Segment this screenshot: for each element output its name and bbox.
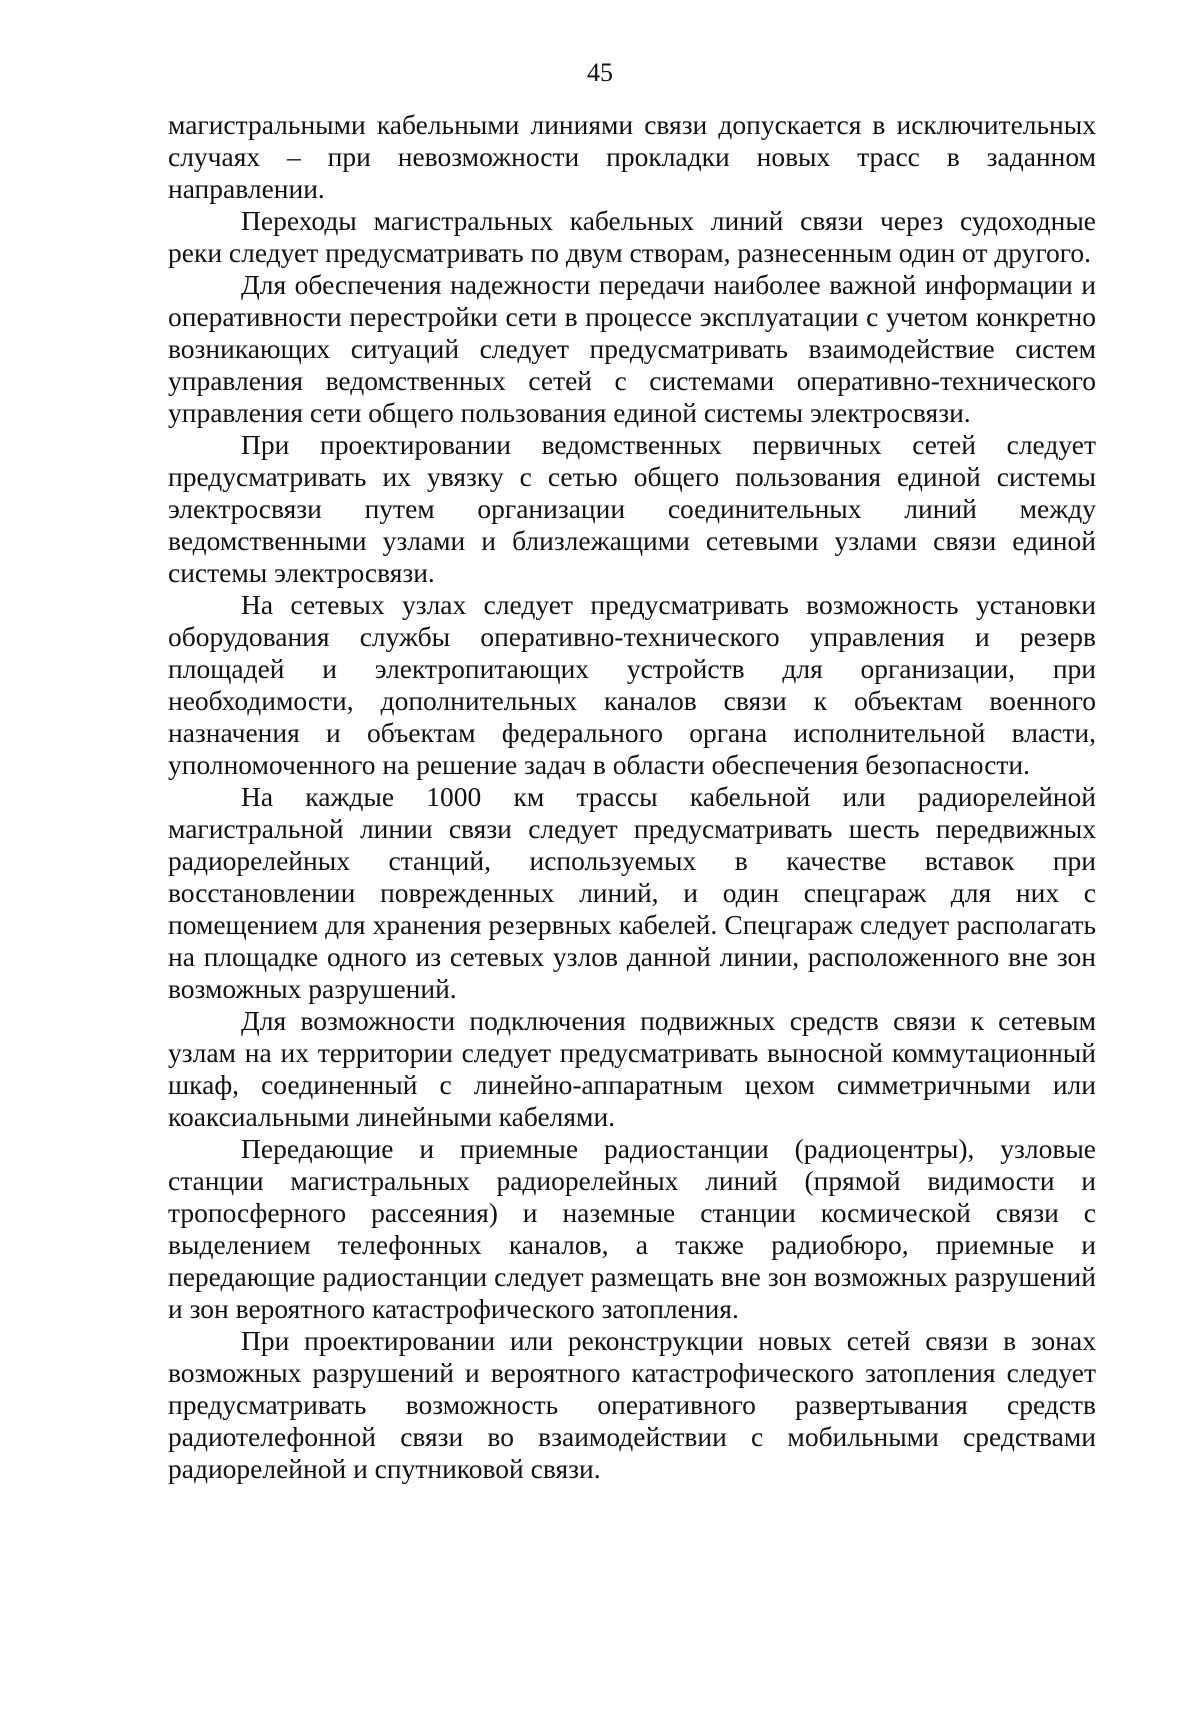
paragraph-reliability: Для обеспечения надежности передачи наиболее важной информации и оперативности перестройки сети в процессе эксплуатации с учетом конкретно возникающих ситуаций следует предусматривать взаимодействие систем управления ведомственных сетей с системами оперативно-технического управления сети общего пользования единой системы электросвязи.: [168, 269, 1096, 428]
paragraph-radio-relay-stations: На каждые 1000 км трассы кабельной или радиорелейной магистральной линии связи следует предусматривать шесть передвижных радиорелейных станций, используемых в качестве вставок при восстановлении поврежденных линий, и один спецгараж для них с помещением для хранения резервных кабелей. Спецгараж следует располагать на площадке одного из сетевых узлов данной линии, расположенного вне зон возможных разрушений.: [168, 781, 1096, 1004]
paragraph-departmental-networks: При проектировании ведомственных первичных сетей следует предусматривать их увязку с сетью общего пользования единой системы электросвязи путем организации соединительных линий между ведомственными узлами и близлежащими сетевыми узлами связи единой системы электросвязи.: [168, 429, 1096, 588]
paragraph-continuation: магистральными кабельными линиями связи допускается в исключительных случаях – при невозможности прокладки новых трасс в заданном направлении.: [168, 109, 1096, 204]
paragraph-river-crossings: Переходы магистральных кабельных линий связи через судоходные реки следует предусматривать по двум створам, разнесенным один от другого.: [168, 205, 1096, 268]
document-body: [168, 109, 1096, 1485]
page-number: 45: [587, 58, 613, 87]
paragraph-network-nodes: На сетевых узлах следует предусматривать возможность установки оборудования службы оперативно-технического управления и резерв площадей и электропитающих устройств для организации, при необходимости, дополнительных каналов связи к объектам военного назначения и объектам федерального органа исполнительной власти, уполномоченного на решение задач в области обеспечения безопасности.: [168, 589, 1096, 780]
paragraph-radio-stations-placement: Передающие и приемные радиостанции (радиоцентры), узловые станции магистральных радиорелейных линий (прямой видимости и тропосферного рассеяния) и наземные станции космической связи с выделением телефонных каналов, а также радиобюро, приемные и передающие радиостанции следует размещать вне зон возможных разрушений и зон вероятного катастрофического затопления.: [168, 1133, 1096, 1324]
paragraph-reconstruction: При проектировании или реконструкции новых сетей связи в зонах возможных разрушений и вероятного катастрофического затопления следует предусматривать возможность оперативного развертывания средств радиотелефонной связи во взаимодействии с мобильными средствами радиорелейной и спутниковой связи.: [168, 1325, 1096, 1484]
paragraph-mobile-connection: Для возможности подключения подвижных средств связи к сетевым узлам на их территории следует предусматривать выносной коммутационный шкаф, соединенный с линейно-аппаратным цехом симметричными или коаксиальными линейными кабелями.: [168, 1005, 1096, 1132]
